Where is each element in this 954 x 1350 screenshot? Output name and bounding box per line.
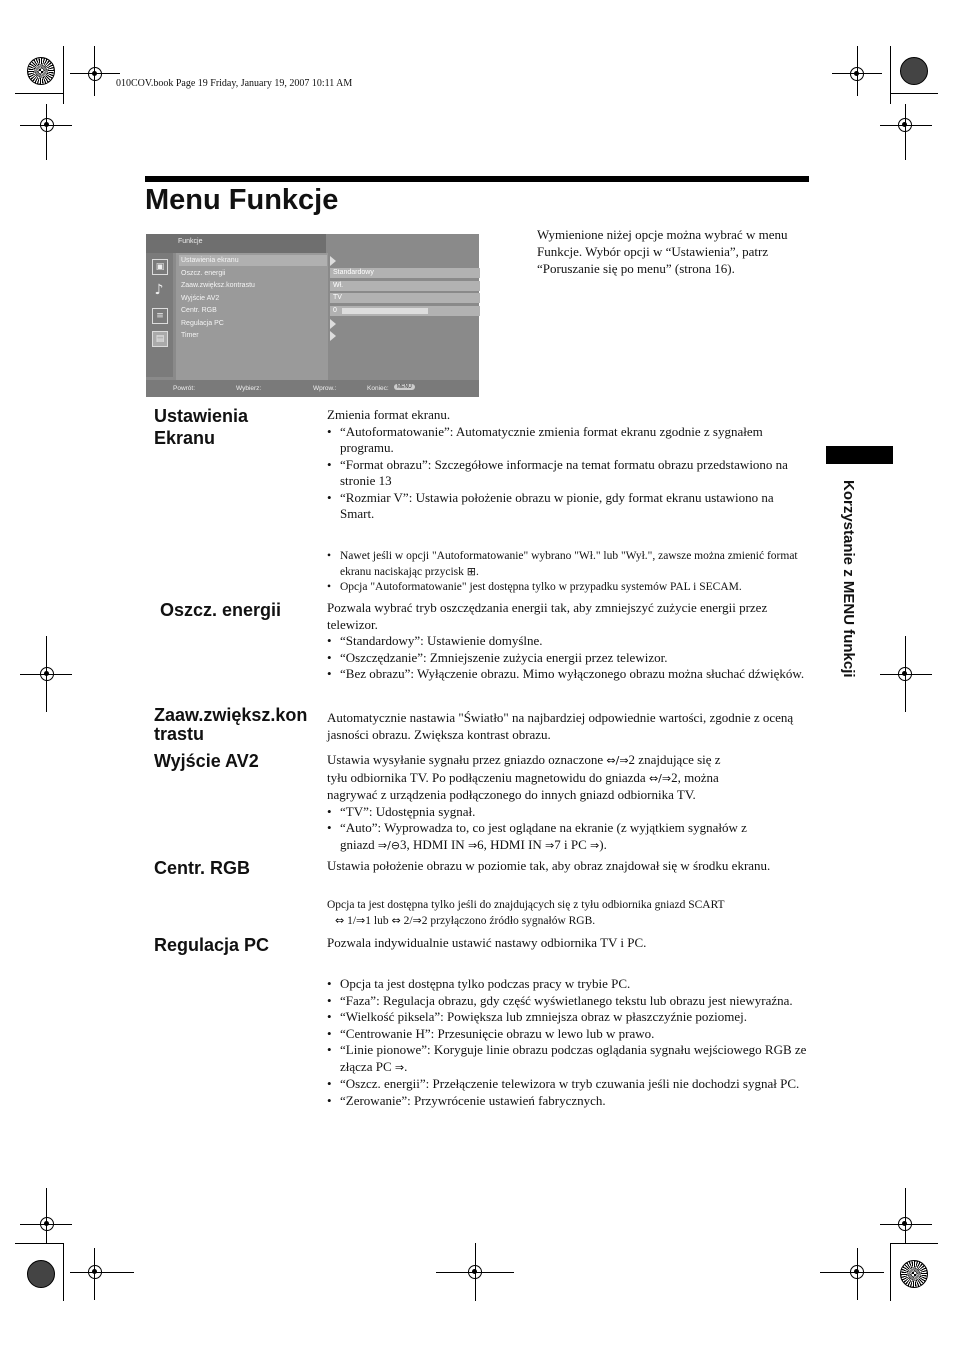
text: 7 i PC <box>554 836 587 852</box>
text: 2 przyłączono źródło sygnałów RGB. <box>421 915 596 927</box>
registration-mark-icon <box>40 667 54 681</box>
menu-header <box>146 234 326 253</box>
text: Ustawia wysyłanie sygnału przez gniazdo oznaczone <box>327 752 604 767</box>
section-heading <box>154 706 307 744</box>
menu-value: Wł. <box>330 281 480 291</box>
intro-text: Wymienione niżej opcje można wybrać w menu Funkcje. Wybór opcji w “Ustawienia”, patrz “Poruszanie się po menu” (strona 16). <box>537 227 788 276</box>
registration-mark-icon <box>40 1217 54 1231</box>
text: “Linie pionowe”: Koryguje linie obrazu podczas oglądania sygnału wejściowego RGB ze złącza PC <box>340 1042 807 1074</box>
list-item: • “Bez obrazu”: Wyłączenie obrazu. Mimo wyłączonego obrazu można słuchać dźwięków. <box>327 666 809 683</box>
section-body <box>327 407 809 523</box>
menu-value: 0 <box>330 306 480 316</box>
side-tab-label: Korzystanie z MENU funkcji <box>840 480 857 678</box>
slider-bar <box>342 308 428 314</box>
paragraph <box>327 770 817 788</box>
sound-icon: ♪ <box>154 282 164 298</box>
menu-list <box>176 253 328 381</box>
notes <box>327 549 809 595</box>
list-item: • “Rozmiar V”: Ustawia położenie obrazu w pionie, gdy format ekranu ustawiono na Smart. <box>327 490 809 523</box>
menu-value: Standardowy <box>330 268 480 278</box>
section-heading: Oszcz. energii <box>160 600 282 620</box>
menu-item: Zaaw.zwiększ.kontrastu <box>181 282 255 289</box>
menu-value: TV <box>330 293 480 303</box>
text: 6, HDMI IN <box>477 836 542 852</box>
menu-item: Ustawienia ekranu <box>179 255 327 266</box>
list-item: • “Zerowanie”: Przywrócenie ustawień fabrycznych. <box>327 1093 809 1110</box>
list-item: • “Linie pionowe”: Koryguje linie obrazu podczas oglądania sygnału wejściowego RGB ze złącza PC ⇒. <box>327 1042 809 1076</box>
heading-line: Ustawienia <box>154 406 249 426</box>
footer-enter: Wprow.: <box>313 385 337 392</box>
menu-item: Regulacja PC <box>181 320 224 327</box>
footer-back: Powrót: <box>173 385 196 392</box>
list-item <box>327 820 817 854</box>
text: 1 lub <box>365 915 389 927</box>
section-heading <box>154 405 248 449</box>
list-item: • Opcja "Autoformatowanie" jest dostępna tylko w przypadku systemów PAL i SECAM. <box>327 580 809 595</box>
scart-icon: ⇔/⇒ <box>606 754 629 767</box>
menu-screenshot <box>146 234 479 397</box>
side-tab <box>817 480 857 720</box>
registration-mark-icon <box>468 1265 482 1279</box>
section-body <box>327 752 817 854</box>
heading-line: Zaaw.zwiększ.kon <box>154 705 308 725</box>
registration-mark-icon <box>850 1265 864 1279</box>
footer-exit: Koniec: <box>367 385 389 392</box>
menu-item: Timer <box>181 332 199 339</box>
registration-mark-icon <box>88 67 102 81</box>
paragraph: Zmienia format ekranu. <box>327 407 451 422</box>
registration-mark-icon <box>898 118 912 132</box>
text: 1/ <box>347 915 357 927</box>
note-text-line <box>327 913 809 929</box>
pc-input-icon: ⇒ <box>394 1060 405 1074</box>
section-heading: Regulacja PC <box>154 935 270 955</box>
menu-title: Funkcje <box>178 238 203 245</box>
notes <box>327 898 809 929</box>
menu-footer <box>146 380 479 397</box>
scart-icon: ⇔/⇒ <box>648 771 672 785</box>
page-title: Menu Funkcje <box>145 184 339 216</box>
section-body: Automatycznie nastawia "Światło" na najbardziej odpowiednie wartości, zgodnie z oceną jasności obrazu. Zwiększa kontrast obrazu. <box>327 710 794 742</box>
menu-key-icon: MENU <box>394 384 415 390</box>
list-item: • “Standardowy”: Ustawienie domyślne. <box>327 633 809 650</box>
input-icon: ⇒/⊖ <box>377 838 401 852</box>
color-rosette-icon <box>900 1260 928 1288</box>
note-text: Nawet jeśli w opcji "Autoformatowanie" wybrano "Wł." lub "Wył.", zawsze można zmienić format ekranu naciskając przycisk <box>340 550 798 578</box>
scart-icon: ⇒ <box>356 914 366 927</box>
scart-icon: ⇒ <box>412 914 422 927</box>
arrow-right-icon <box>330 319 336 329</box>
section-heading: Centr. RGB <box>154 858 251 878</box>
list-item: • “Wielkość piksela”: Powiększa lub zmniejsza obraz w płaszczyźnie poziomej. <box>327 1009 809 1026</box>
menu-item: Oszcz. energii <box>181 270 226 277</box>
list-item: • Opcja ta jest dostępna tylko podczas pracy w trybie PC. <box>327 976 809 993</box>
section-body: Ustawia położenie obrazu w poziomie tak, aby obraz znajdował się w środku ekranu. <box>327 858 771 873</box>
list-item: • “Faza”: Regulacja obrazu, gdy część wyświetlanego tekstu lub obrazu jest niewyraźna. <box>327 993 809 1010</box>
input-icon: ⇒ <box>590 838 600 852</box>
heading-line: trastu <box>154 724 205 744</box>
menu-item: Wyjście AV2 <box>181 295 220 302</box>
scart-icon: ⇔ <box>391 914 401 927</box>
menu-item: Centr. RGB <box>181 307 217 314</box>
color-dot-icon <box>27 1260 55 1288</box>
section-body <box>327 600 809 683</box>
list-item: • “TV”: Udostępnia sygnał. <box>327 804 817 821</box>
list-item: • Nawet jeśli w opcji "Autoformatowanie" wybrano "Wł." lub "Wył.", zawsze można zmienić format ekranu naciskając przycisk ⊞. <box>327 549 809 580</box>
note-text: Opcja ta jest dostępna tylko jeśli do znajdujących się z tyłu odbiornika gniazd SCART <box>327 899 725 911</box>
text: 3, HDMI IN <box>400 836 465 852</box>
text: tyłu odbiornika TV. Po podłączeniu magnetowidu do gniazda <box>327 769 646 785</box>
list-item: • “Format obrazu”: Szczegółowe informacje na temat formatu obrazu przedstawiono na stronie 13 <box>327 457 809 490</box>
footer-select: Wybierz: <box>236 385 262 392</box>
color-dot-icon <box>900 57 928 85</box>
arrow-right-icon <box>330 331 336 341</box>
paragraph <box>327 752 817 770</box>
registration-mark-icon <box>898 1217 912 1231</box>
side-tab-marker <box>826 446 893 464</box>
list-item: • “Oszcz. energii”: Przełączenie telewizora w tryb czuwania jeśli nie dochodzi sygnał PC. <box>327 1076 809 1093</box>
registration-mark-icon <box>850 67 864 81</box>
list-item: • “Oszczędzanie”: Zmniejszenie zużycia energii przez telewizor. <box>327 650 809 667</box>
color-rosette-icon <box>27 57 55 85</box>
list-item: • “Centrowanie H”: Przesunięcie obrazu w lewo lub w prawo. <box>327 1026 809 1043</box>
registration-mark-icon <box>88 1265 102 1279</box>
paragraph: nagrywać z urządzenia podłączonego do innych gniazd odbiornika TV. <box>327 787 696 802</box>
file-info: 010COV.book Page 19 Friday, January 19, 2007 10:11 AM <box>116 78 353 89</box>
section-body: Pozwala indywidualnie ustawić nastawy odbiornika TV i PC. <box>327 935 647 950</box>
input-icon: ⇒ <box>545 838 555 852</box>
list-item: • “Autoformatowanie”: Automatycznie zmienia format ekranu zgodnie z sygnałem programu. <box>327 424 809 457</box>
title-rule <box>145 176 809 182</box>
section-heading: Wyjście AV2 <box>154 751 259 771</box>
text: gniazd <box>340 836 375 852</box>
text: 2, można <box>671 769 719 785</box>
input-icon: ⇒ <box>467 838 478 852</box>
setup-icon: ▤ <box>152 331 168 347</box>
text: ). <box>599 836 607 852</box>
registration-mark-icon <box>40 118 54 132</box>
text: 2/ <box>403 915 413 927</box>
arrow-right-icon <box>330 256 336 266</box>
picture-icon: ▣ <box>152 259 168 275</box>
paragraph: Pozwala wybrać tryb oszczędzania energii tak, aby zmniejszyć zużycie energii przez telewizor. <box>327 600 768 632</box>
text: “Auto”: Wyprowadza to, co jest oglądane na ekranie (z wyjątkiem sygnałów z <box>340 820 747 835</box>
registration-mark-icon <box>898 667 912 681</box>
heading-line: Ekranu <box>154 428 216 448</box>
text: 2 znajdujące się z <box>628 752 721 767</box>
features-icon: ≡ <box>152 308 168 324</box>
scart-icon: ⇔ <box>335 914 345 927</box>
section-list <box>327 976 809 1109</box>
wide-mode-icon: ⊞ <box>466 565 476 578</box>
menu-icon-column <box>146 253 173 377</box>
